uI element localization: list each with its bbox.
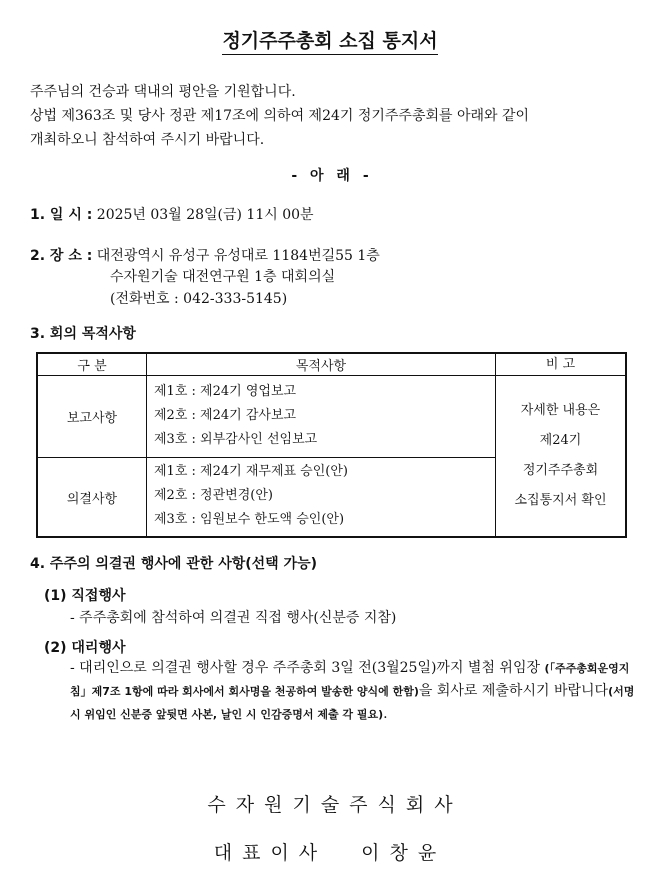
proxy-voting-title: (2) 대리행사 [44,640,126,656]
place-venue: 수자원기술 대전연구원 1층 대회의실 [110,269,336,285]
note-line: 제24기 [539,433,582,448]
meeting-place [30,245,380,265]
agenda-item: 제3호 : 임원보수 한도액 승인(안) [154,512,345,527]
ceo-signature [0,838,660,865]
intro-line: 상법 제363조 및 당사 정관 제17조에 의하여 제24기 정기주주총회를 아래와 같이 [30,108,530,124]
agenda-heading: 3. 회의 목적사항 [30,326,136,342]
place-address: 대전광역시 유성구 유성대로 1184번길55 1층 [96,248,380,264]
company-name: 수자원기술주식회사 [207,794,463,816]
document-title: 정기주주총회 소집 통지서 [0,26,660,53]
voting-heading: 4. 주주의 의결권 행사에 관한 사항(선택 가능) [30,556,318,572]
note-cell [496,376,627,538]
col-type-header: 구 분 [37,353,147,376]
col-items-header: 목적사항 [147,353,496,376]
note-line: 자세한 내용은 [520,403,601,418]
agenda-item: 제2호 : 제24기 감사보고 [154,408,297,423]
agenda-item: 제1호 : 제24기 재무제표 승인(안) [154,464,349,479]
intro-line: 주주님의 건승과 댁내의 평안을 기원합니다. [30,84,296,100]
proxy-condition-note: (「주주총회운영지침」제7조 1항에 따라 회사에서 회사명을 천공하여 발송한 양식에 한함) [70,662,630,698]
direct-voting-title: (1) 직접행사 [44,588,126,604]
resolution-type-cell: 의결사항 [37,458,147,538]
meeting-date [30,204,314,224]
table-row [37,376,626,458]
ceo-title: 대표이사 [213,842,328,864]
agenda-item: 제2호 : 정관변경(안) [154,488,273,503]
intro-line: 개최하오니 참석하여 주시기 바랍니다. [30,132,265,148]
col-note-header: 비 고 [496,353,627,376]
date-value: 2025년 03월 28일(금) 11시 00분 [96,207,314,223]
place-label: 2. 장 소 : [30,248,93,264]
proxy-text-connector: 을 [418,683,433,699]
section-divider-label: - 아 래 - [291,168,369,184]
report-items-cell [147,376,496,458]
date-label: 1. 일 시 : [30,207,93,223]
proxy-voting-text [70,657,638,726]
proxy-text-end: . [383,706,388,722]
intro-paragraph [30,80,635,152]
note-line: 정기주주총회 [522,463,599,478]
agenda-item: 제1호 : 제24기 영업보고 [154,384,297,399]
proxy-document-note: (서명 시 위임인 신분증 앞뒷면 사본, 날인 시 인감증명서 제출 각 필요) [70,685,635,721]
resolution-items-cell [147,458,496,538]
ceo-name: 이창윤 [361,842,447,864]
place-phone: (전화번호 : 042-333-5145) [110,291,288,307]
proxy-text-line: - 대리인으로 의결권 행사할 경우 주주총회 3일 전(3월25일)까지 별첨 위임장 [70,660,541,676]
report-type-cell: 보고사항 [37,376,147,458]
proxy-text-line: 회사로 제출하시기 바랍니다 [436,683,609,699]
direct-voting-text: - 주주총회에 참석하여 의결권 직접 행사(신분증 지참) [70,610,397,626]
agenda-item: 제3호 : 외부감사인 선임보고 [154,432,318,447]
agenda-table [36,352,627,538]
table-header-row [37,353,626,376]
note-line: 소집통지서 확인 [514,493,607,508]
